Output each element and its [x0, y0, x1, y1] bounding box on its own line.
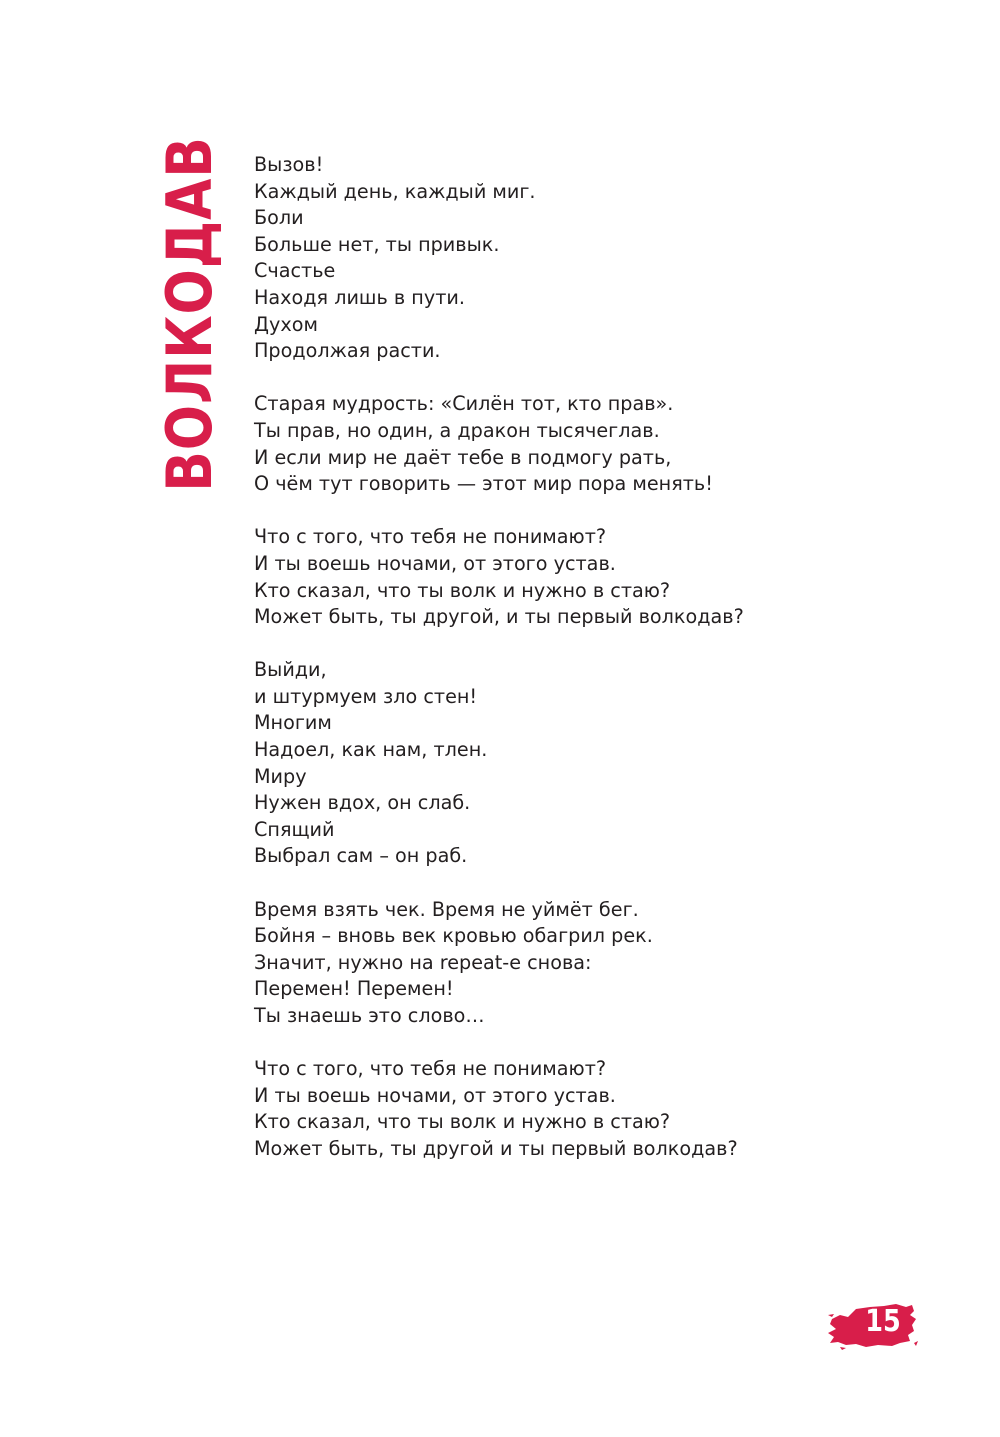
poem-line: Вызов! — [254, 153, 324, 176]
poem-line: Надоел, как нам, тлен. — [254, 738, 488, 762]
poem-line: Нужен вдох, он слаб. — [254, 791, 471, 815]
song-title — [153, 107, 226, 520]
poem-line: Время взять чек. Время не уймёт бег. — [254, 897, 639, 921]
poem-line: Кто сказал, что ты волк и нужно в стаю? — [254, 578, 671, 602]
poem-line: Больше нет, ты привык. — [254, 232, 500, 256]
poem-line: О чём тут говорить — этот мир пора менять! — [254, 472, 713, 496]
song-title-block — [153, 136, 226, 492]
stanza — [254, 152, 894, 365]
poem-line: Находя лишь в пути. — [254, 285, 465, 309]
poem-line: Спящий — [254, 817, 335, 841]
stanza — [254, 1056, 894, 1162]
stanza — [254, 391, 894, 497]
poem-line: Миру — [254, 764, 307, 788]
poem-line: Кто сказал, что ты волк и нужно в стаю? — [254, 1110, 671, 1134]
poem-line: Что с того, что тебя не понимают? — [254, 525, 607, 549]
poem-line: Многим — [254, 711, 332, 735]
page-number: 15 — [865, 1304, 901, 1339]
poem-line: Значит, нужно на repeat-е снова: — [254, 950, 592, 974]
poem-line: И если мир не даёт тебе в подмогу рать, — [254, 445, 672, 469]
stanza — [254, 657, 894, 870]
poem-line: Ты знаешь это слово… — [254, 1004, 485, 1027]
poem-line: Духом — [254, 312, 318, 336]
poem-line: Может быть, ты другой и ты первый волкодав? — [254, 1136, 738, 1160]
poem-line: И ты воешь ночами, от этого устав. — [254, 1083, 616, 1107]
poem-line: Каждый день, каждый миг. — [254, 179, 536, 203]
stanza — [254, 897, 894, 1030]
poem-line: Выбрал сам – он раб. — [254, 844, 468, 868]
poem-line: Боли — [254, 206, 304, 230]
poem-line: И ты воешь ночами, от этого устав. — [254, 551, 616, 575]
poem-line: Бойня – вновь век кровью обагрил рек. — [254, 924, 653, 948]
poem-line: Перемен! Перемен! — [254, 977, 454, 1001]
poem-line: Выйди, — [254, 658, 327, 682]
poem-line: Старая мудрость: «Силён тот, кто прав». — [254, 392, 674, 416]
poem-line: и штурмуем зло стен! — [254, 684, 478, 708]
poem-line: Может быть, ты другой, и ты первый волкодав? — [254, 605, 744, 629]
page-number-badge — [826, 1297, 918, 1351]
stanza — [254, 524, 894, 630]
poem-body — [254, 152, 894, 1163]
poem-line: Счастье — [254, 259, 336, 283]
poem-line: Продолжая расти. — [254, 339, 441, 363]
poem-line: Ты прав, но один, а дракон тысячеглав. — [254, 418, 660, 442]
song-title-text: ВОЛКОДАВ — [153, 136, 226, 492]
poem-line: Что с того, что тебя не понимают? — [254, 1057, 607, 1081]
